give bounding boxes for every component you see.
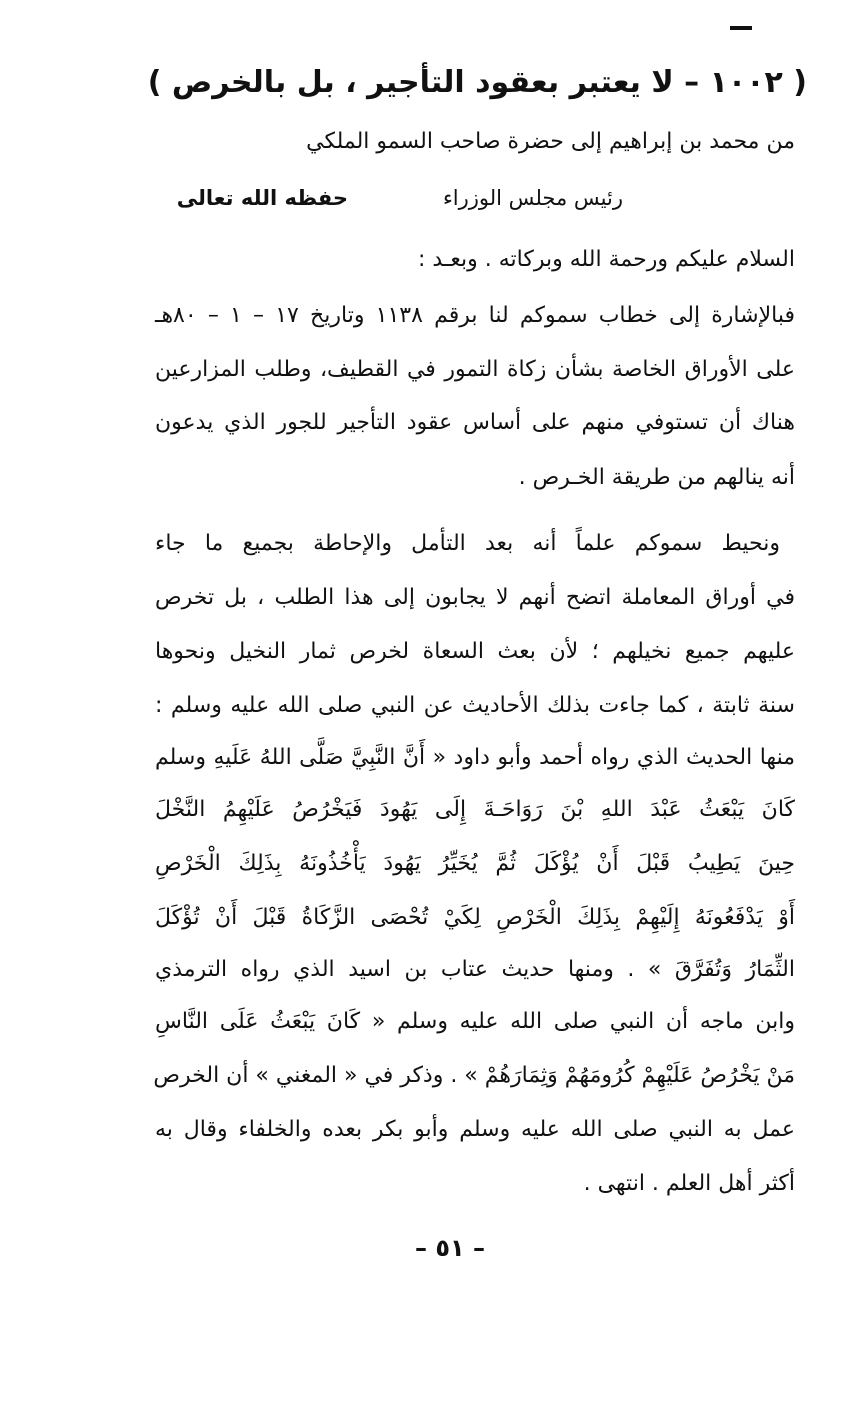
body-line: على الأوراق الخاصة بشأن زكاة التمور في القطيف، وطلب المزارعين [155, 357, 795, 382]
hadith-line: كَانَ يَبْعَثُ عَبْدَ اللهِ بْنَ رَوَاحَـةَ إِلَى يَهُودَ فَيَخْرُصُ عَلَيْهِمُ النَّخْلَ [155, 797, 795, 822]
body-line: أنه ينالهم من طريقة الخـرص . [518, 465, 795, 490]
page-title: ( ١٠٠٢ – لا يعتبر بعقود التأجير ، بل بالخرص ) [147, 65, 807, 100]
page-number: – ٥١ – [414, 1234, 485, 1262]
hadith-line: أَوْ يَدْفَعُونَهُ إِلَيْهِمْ بِذَلِكَ الْخَرْصِ لِكَيْ تُحْصَى الزَّكَاةُ قَبْلَ أَنْ تُؤْكَلَ [155, 905, 795, 930]
recipient-position: رئيس مجلس الوزراء [442, 186, 623, 210]
body-line: هناك أن تستوفي منهم على أساس عقود التأجير للجور الذي يدعون [155, 410, 795, 435]
body-line: في أوراق المعاملة اتضح أنهم لا يجابون إلى هذا الطلب ، بل تخرص [155, 585, 795, 610]
body-line: عمل به النبي صلى الله عليه وسلم وأبو بكر بعده والخلفاء وقال به [155, 1117, 795, 1142]
body-line: ونحيط سموكم علماً أنه بعد التأمل والإحاطة بجميع ما جاء [155, 531, 780, 556]
top-mark [730, 26, 752, 30]
letter-from-line: من محمد بن إبراهيم إلى حضرة صاحب السمو الملكي [306, 129, 795, 154]
body-line: فبالإشارة إلى خطاب سموكم لنا برقم ١١٣٨ وتاريخ ١٧ – ١ – ٨٠هـ [155, 303, 795, 328]
body-line: أكثر أهل العلم . انتهى . [583, 1171, 795, 1196]
body-line: سنة ثابتة ، كما جاءت بذلك الأحاديث عن النبي صلى الله عليه وسلم : [155, 693, 795, 718]
recipient-blessing: حفظه الله تعالى [176, 186, 348, 210]
hadith-line: منها الحديث الذي رواه أحمد وأبو داود « أَنَّ النَّبِيَّ صَلَّى اللهُ عَلَيهِ وسلم [155, 745, 795, 770]
body-line: عليهم جميع نخيلهم ؛ لأن بعث السعاة لخرص ثمار النخيل ونحوها [155, 639, 795, 664]
body-line: الثِّمَارُ وَتُفَرَّقَ » . ومنها حديث عتاب بن اسيد الذي رواه الترمذي [155, 957, 795, 982]
greeting: السلام عليكم ورحمة الله وبركاته . وبعـد : [418, 247, 795, 272]
body-line: وابن ماجه أن النبي صلى الله عليه وسلم « كَانَ يَبْعَثُ عَلَى النَّاسِ [155, 1009, 795, 1034]
body-line: مَنْ يَخْرُصُ عَلَيْهِمْ كُرُومَهُمْ وَثِمَارَهُمْ » . وذكر في « المغني » أن الخرص [153, 1063, 795, 1088]
hadith-line: حِينَ يَطِيبُ قَبْلَ أَنْ يُؤْكَلَ ثُمَّ يُخَيِّرُ يَهُودَ يَأْخُذُونَهُ بِذَلِكَ الْخَرْصِ [155, 851, 795, 876]
